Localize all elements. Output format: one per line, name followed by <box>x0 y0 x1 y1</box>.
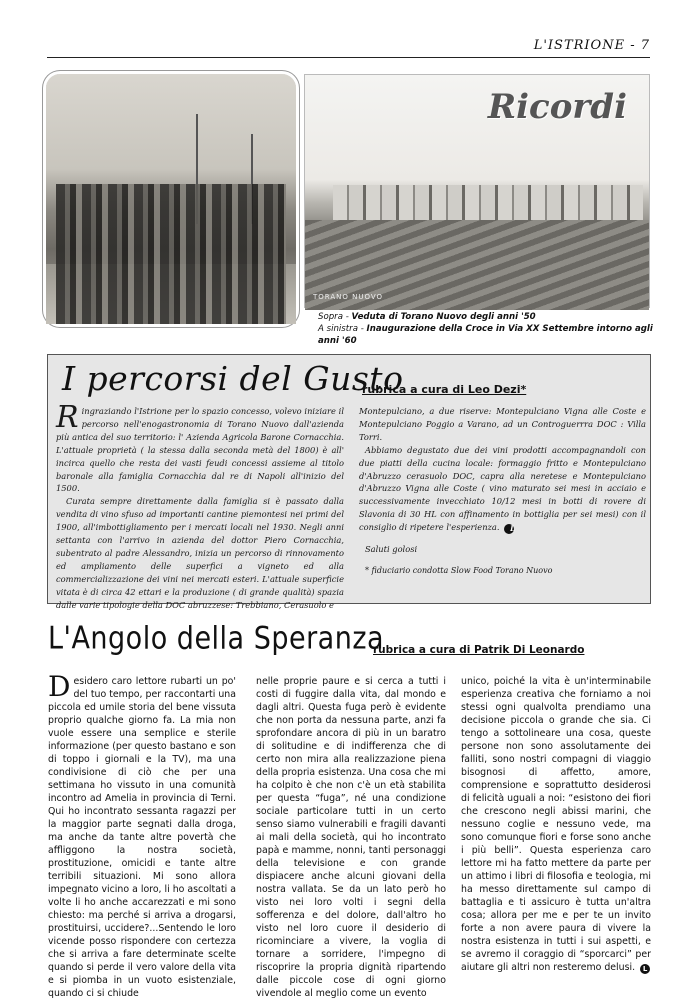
photo-crowd <box>56 184 286 324</box>
caption-text: Veduta di Torano Nuovo degli anni '50 <box>351 312 536 322</box>
gusto-title: I percorsi del Gusto <box>62 359 404 398</box>
speranza-column-1 <box>48 670 236 1000</box>
end-mark-icon: L <box>504 524 514 534</box>
ricordi-title: Ricordi <box>487 87 627 127</box>
photo-torano-view <box>304 74 650 308</box>
gusto-paragraph: Curata sempre direttamente dalla famiglia si è passato dalla vendita di vino sfuso ad importanti cantine piemontesi nei primi del 1900, all'imbottigliamento per i mercati locali nel 1930. Negli anni settanta con l'arrivo in azienda del dottor Piero Cornacchia, subentrato al padre Alessandro, inizia un percorso di rinnovamento ed ampliamento delle superfici a vigneto ed alla commercializzazione dei vini nei mercati esteri. L'attuale superficie vitata è di circa 42 ettari e la produzione ( di grande qualità) spazia dalle varie tipologie della DOC abruzzese: Trebbiano, Cerasuolo e <box>56 496 344 610</box>
photo-town <box>333 185 643 225</box>
gusto-column-left <box>56 400 344 612</box>
speranza-text: esidero caro lettore rubarti un po' del tuo tempo, per raccontarti una piccola ed umile storia del bene vissuta proprio qualche giorno fa. La mia non vuole essere una semplice e sterile informazione (per questo bastano e son di toppo i giornali e la TV), ma una condivisione di ciò che per una settimana ho vissuto in una comunità incontro ad Amelia in provincia di Terni. Qui ho incontrato sessanta ragazzi per la maggior parte segnati dalla droga, ma anche da tante altre povertà che affliggono la nostra società, prostituzione, omicidi e tante altre terribili situazioni. Mi sono allora impegnato vicino a loro, li ho ascoltati a volte li ho anche accarezzati e mi sono chiesto: ma perché si arriva a drogarsi, prostituirsi, uccidere?...Sentendo le loro vicende posso rispondere con certezza che si arriva a fare determinate scelte quando si perde il vero valore della vita e si piomba in un vuoto esistenziale, quando ci si chiude <box>48 676 236 999</box>
photo-cross-inauguration <box>46 74 296 324</box>
caption-top <box>318 311 658 323</box>
caption-prefix: Sopra - <box>318 312 352 322</box>
gusto-text: ingraziando l'Istrione per lo spazio concesso, volevo iniziare il percorso nell'enogastronomia di Torano Nuovo dall'azienda più antica del suo territorio: l' Azienda Agricola Barone Cornacchia. L'attuale proprietà ( la stessa dalla seconda metà del 1800) è all' incirca quello che resta dei vasti feudi concessi assieme al titolo baronale alla famiglia Cornacchia dal re di Napoli all'inizio del 1500. <box>56 406 344 494</box>
caption-left <box>318 323 658 347</box>
speranza-title: L'Angolo della Speranza <box>48 621 385 657</box>
gusto-paragraph <box>56 400 344 495</box>
page-header <box>47 38 650 58</box>
gusto-paragraph <box>359 444 646 534</box>
speranza-text: unico, poiché la vita è un'interminabile esperienza creativa che forniamo a noi stessi ogni qualvolta prendiamo una decisione piccola o grande che sia. Ci tengo a sottolineare una cosa, queste persone non sono assolutamente dei falliti, sono nostri compagni di viaggio bisognosi di affetto, amore, comprensione e soprattutto desiderosi di felicità uguali a noi: “esistono dei fiori che crescono negli abissi marini, che nessuno coglie e nessuno vede, ma sono comunque fiori e forse sono anche i più belli”. Questa esperienza caro lettore mi ha fatto mettere da parte per un attimo i libri di filosofia e teologia, mi ha messo direttamente sul campo di battaglia e ti assicuro è tutta un'altra cosa; allora per me e per te un invito forte a non avere paura di vivere la nostra esistenza in tutti i sui aspetti, e se avremo il coraggio di “sporcarci” per aiutare gli altri non resteremo delusi. <box>461 676 651 973</box>
end-mark-icon: L <box>640 964 650 974</box>
speranza-column-3 <box>461 675 651 974</box>
gusto-paragraph: Montepulciano, a due riserve: Montepulciano Vigna alle Coste e Montepulciano Poggio a Varano, ad un Controguerrra DOC : Villa Torri. <box>359 406 646 442</box>
speranza-column-2: nelle proprie paure e si cerca a tutti i costi di fuggire dalla vita, dal mondo e dagli altri. Questa fuga però è evidente che non porta da nessuna parte, anzi fa sprofondare ancora di più in un baratro di solitudine e di indifferenza che di certo non mira alla realizzazione piena della propria esistenza. Una cosa che mi ha colpito è che non c'è un età stabilita per questa “fuga”, né una condizione sociale particolare tutti in un certo senso siamo vulnerabili e fragili davanti ai mali della società, qui ho incontrato papà e mamme, nonni, tanti personaggi della televisione e con grande dispiacere anche alcuni giovani della nostra vallata. Se da un lato però ho visto nei loro volti i segni della sofferenza e del dolore, dall'altro ho visto nel loro cuore il desiderio di ricominciare a vivere, la voglia di tornare a sorridere, l'impegno di riscoprire la propria dignità ripartendo dalle piccole cose di ogni giorno vivendole al meglio come un evento <box>256 676 446 999</box>
photo-captions <box>318 311 658 347</box>
caption-text: Inaugurazione della Croce in Via XX Settembre intorno agli anni '60 <box>318 324 653 346</box>
gusto-section <box>47 354 651 610</box>
gusto-footnote: * fiduciario condotta Slow Food Torano Nuovo <box>365 566 553 576</box>
gusto-dropcap: R <box>56 400 79 435</box>
photo-inscription: TORANO NUOVO <box>313 293 384 301</box>
gusto-column-right <box>359 405 646 578</box>
speranza-dropcap: D <box>48 670 71 703</box>
speranza-byline: rubrica a cura di Patrik Di Leonardo <box>373 644 585 656</box>
gusto-signoff: Saluti golosi <box>365 544 418 555</box>
running-title: L'ISTRIONE - 7 <box>533 38 650 53</box>
caption-prefix: A sinistra - <box>318 324 367 334</box>
gusto-text: Abbiamo degustato due dei vini prodotti accompagnandoli con due piatti della cucina locale: formaggio fritto e Montepulciano d'Abruzzo cerasuolo DOC, capra alla neretese e Montepulciano d'Abruzzo Vigna alle Coste ( vino maturato sei mesi in acciaio e successivamente invecchiato 10/12 mesi in botti di rovere di Slavonia di 30 HL con affinamento in bottiglia per sei mesi) con il consiglio di ripetere l'esperienza. <box>359 444 646 533</box>
gusto-byline: rubrica a cura di Leo Dezi* <box>362 383 527 396</box>
